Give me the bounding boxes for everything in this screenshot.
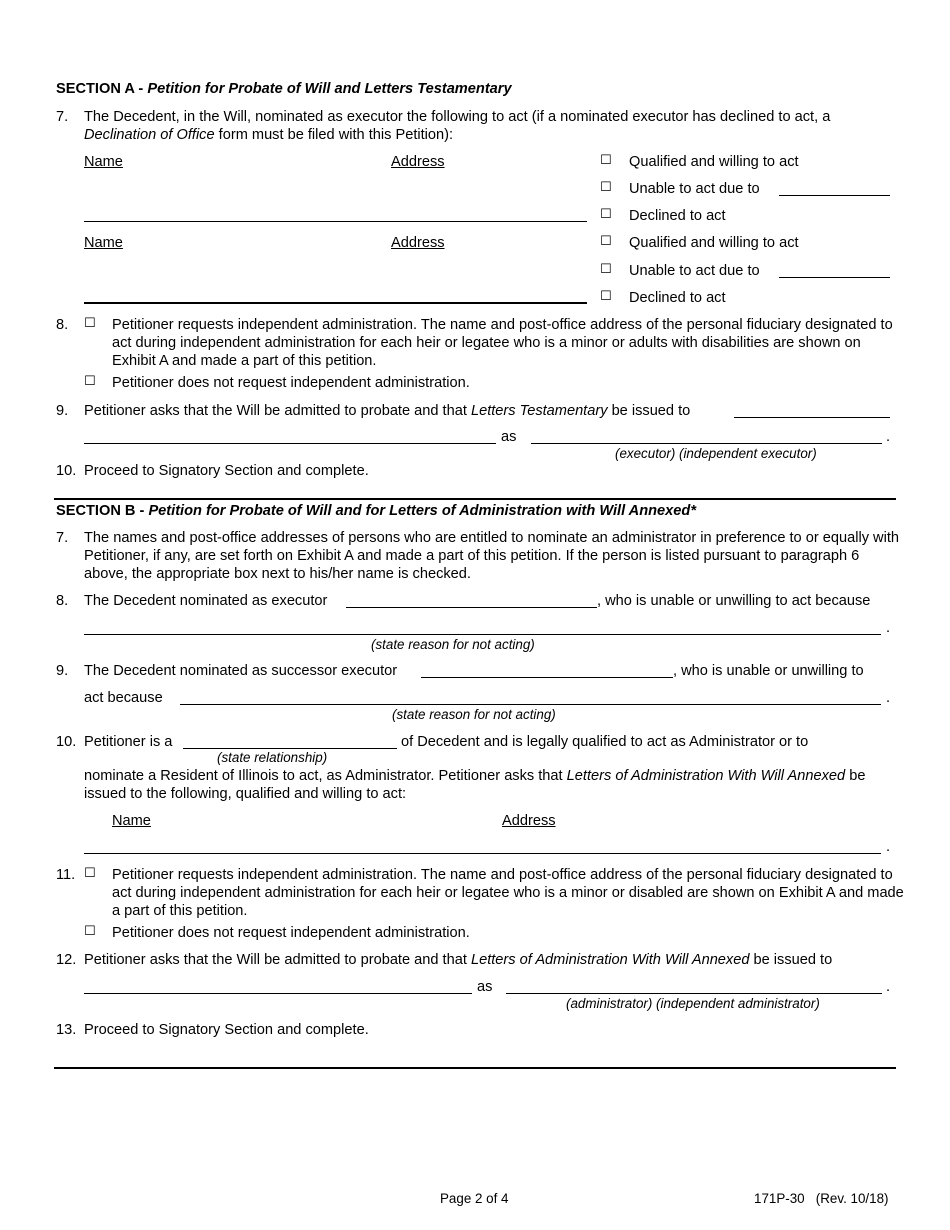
name-header: Name [84, 154, 123, 170]
signatory-instruction: Proceed to Signatory Section and complete. [84, 1022, 369, 1038]
item-number: 7. [56, 530, 69, 546]
qualified-label: Qualified and willing to act [629, 154, 799, 170]
section-b-item10-paragraph: nominate a Resident of Illinois to act, as Administrator. Petitioner asks that Letters of Administration With Will Annexed be issued to the following, qualified and willing to act: [84, 768, 866, 802]
letters-recipient-line[interactable] [734, 417, 890, 418]
no-independent-admin-checkbox[interactable]: ☐ [84, 924, 96, 939]
qualified-checkbox[interactable]: ☐ [600, 153, 612, 168]
item-number: 10. [56, 463, 77, 479]
name-header: Name [112, 813, 151, 829]
unable-label: Unable to act due to [629, 181, 760, 197]
successor-executor-label: The Decedent nominated as successor executor [84, 663, 398, 679]
executor-1-name-address-line[interactable] [84, 221, 587, 222]
reason-caption: (state reason for not acting) [392, 707, 556, 722]
administrator-type-line[interactable] [506, 993, 882, 994]
section-a-label: SECTION A - [56, 81, 148, 97]
item-number: 12. [56, 952, 77, 968]
petitioner-is-label: Petitioner is a [84, 734, 173, 750]
section-divider [54, 498, 896, 500]
qualified-checkbox[interactable]: ☐ [600, 234, 612, 249]
administrator-type-caption: (administrator) (independent administrator) [566, 996, 820, 1011]
signatory-instruction: Proceed to Signatory Section and complete. [84, 463, 369, 479]
no-independent-admin-text: Petitioner does not request independent administration. [112, 925, 470, 941]
unable-unwilling-text: , who is unable or unwilling to act because [597, 593, 871, 609]
trailing-period: . [886, 620, 891, 636]
independent-admin-text: Petitioner requests independent administration. The name and post-office address of the personal fiduciary designated to act during independent administration for each heir or legatee who is a minor or disabled are shown on Exhibit A and made a part of this petition. [112, 867, 904, 919]
item-number: 9. [56, 403, 69, 419]
section-b-heading [56, 502, 696, 520]
section-a-item9-text: Petitioner asks that the Will be admitted to probate and that Letters Testamentary be issued to [84, 403, 691, 419]
as-label: as [501, 429, 517, 445]
qualified-administrator-text: of Decedent and is legally qualified to act as Administrator or to [401, 734, 809, 750]
reason-line[interactable] [180, 704, 881, 705]
executor-type-line[interactable] [531, 443, 882, 444]
unable-checkbox[interactable]: ☐ [600, 180, 612, 195]
independent-admin-checkbox[interactable]: ☐ [84, 316, 96, 331]
executor-2-name-address-line[interactable] [84, 302, 587, 304]
independent-admin-text: Petitioner requests independent administration. The name and post-office address of the personal fiduciary designated to act during independent administration for each heir or legatee who is a minor or adults with disabilities are shown on Exhibit A and made a part of this petition. [112, 317, 893, 369]
administrator-name-line[interactable] [84, 993, 472, 994]
relationship-caption: (state relationship) [217, 750, 328, 765]
section-b-item7-text: The names and post-office addresses of persons who are entitled to nominate an administrator in preference to or equally with Petitioner, if any, are set forth on Exhibit A and made a part of this petition. If the person is listed pursuant to paragraph 6 above, the appropriate box next to his/her name is checked. [84, 530, 900, 582]
declined-label: Declined to act [629, 290, 726, 306]
act-because-label: act because [84, 690, 163, 706]
item-number: 13. [56, 1022, 77, 1038]
section-a-title: Petition for Probate of Will and Letters Testamentary [147, 81, 512, 97]
as-label: as [477, 979, 493, 995]
reason-line[interactable] [84, 634, 881, 635]
section-b-item12-text: Petitioner asks that the Will be admitted to probate and that Letters of Administration With Will Annexed be issued to [84, 952, 833, 968]
executor-name-line[interactable] [84, 443, 496, 444]
trailing-period: . [886, 839, 891, 855]
unable-label: Unable to act due to [629, 263, 760, 279]
section-a-item7-text: The Decedent, in the Will, nominated as executor the following to act (if a nominated executor has declined to act, a Declination of Office form must be filed with this Petition): [84, 109, 831, 143]
nominated-executor-label: The Decedent nominated as executor [84, 593, 328, 609]
item-number: 9. [56, 663, 69, 679]
section-b-title: Petition for Probate of Will and for Letters of Administration with Will Annexed* [148, 503, 696, 519]
declined-checkbox[interactable]: ☐ [600, 207, 612, 222]
unable-reason-line[interactable] [779, 277, 890, 278]
executor-type-caption: (executor) (independent executor) [615, 446, 817, 461]
item-number: 8. [56, 593, 69, 609]
unable-unwilling-text: , who is unable or unwilling to [673, 663, 864, 679]
unable-checkbox[interactable]: ☐ [600, 262, 612, 277]
item-number: 8. [56, 317, 69, 333]
successor-executor-line[interactable] [421, 677, 673, 678]
item-number: 11. [56, 867, 76, 883]
no-independent-admin-text: Petitioner does not request independent administration. [112, 375, 470, 391]
reason-caption: (state reason for not acting) [371, 637, 535, 652]
qualified-label: Qualified and willing to act [629, 235, 799, 251]
trailing-period: . [886, 979, 891, 995]
nominated-executor-line[interactable] [346, 607, 597, 608]
declined-label: Declined to act [629, 208, 726, 224]
section-divider [54, 1067, 896, 1069]
trailing-period: . [886, 429, 891, 445]
form-id: 171P-30 (Rev. 10/18) [754, 1191, 889, 1206]
independent-admin-checkbox[interactable]: ☐ [84, 866, 96, 881]
address-header: Address [391, 235, 445, 251]
item-number: 10. [56, 734, 77, 750]
section-b-label: SECTION B - [56, 503, 149, 519]
trailing-period: . [886, 690, 891, 706]
no-independent-admin-checkbox[interactable]: ☐ [84, 374, 96, 389]
unable-reason-line[interactable] [779, 195, 890, 196]
administrator-name-address-line[interactable] [84, 853, 881, 854]
item-number: 7. [56, 109, 69, 125]
section-a-heading [56, 80, 512, 98]
declined-checkbox[interactable]: ☐ [600, 289, 612, 304]
address-header: Address [391, 154, 445, 170]
page-number: Page 2 of 4 [440, 1191, 509, 1206]
address-header: Address [502, 813, 556, 829]
name-header: Name [84, 235, 123, 251]
